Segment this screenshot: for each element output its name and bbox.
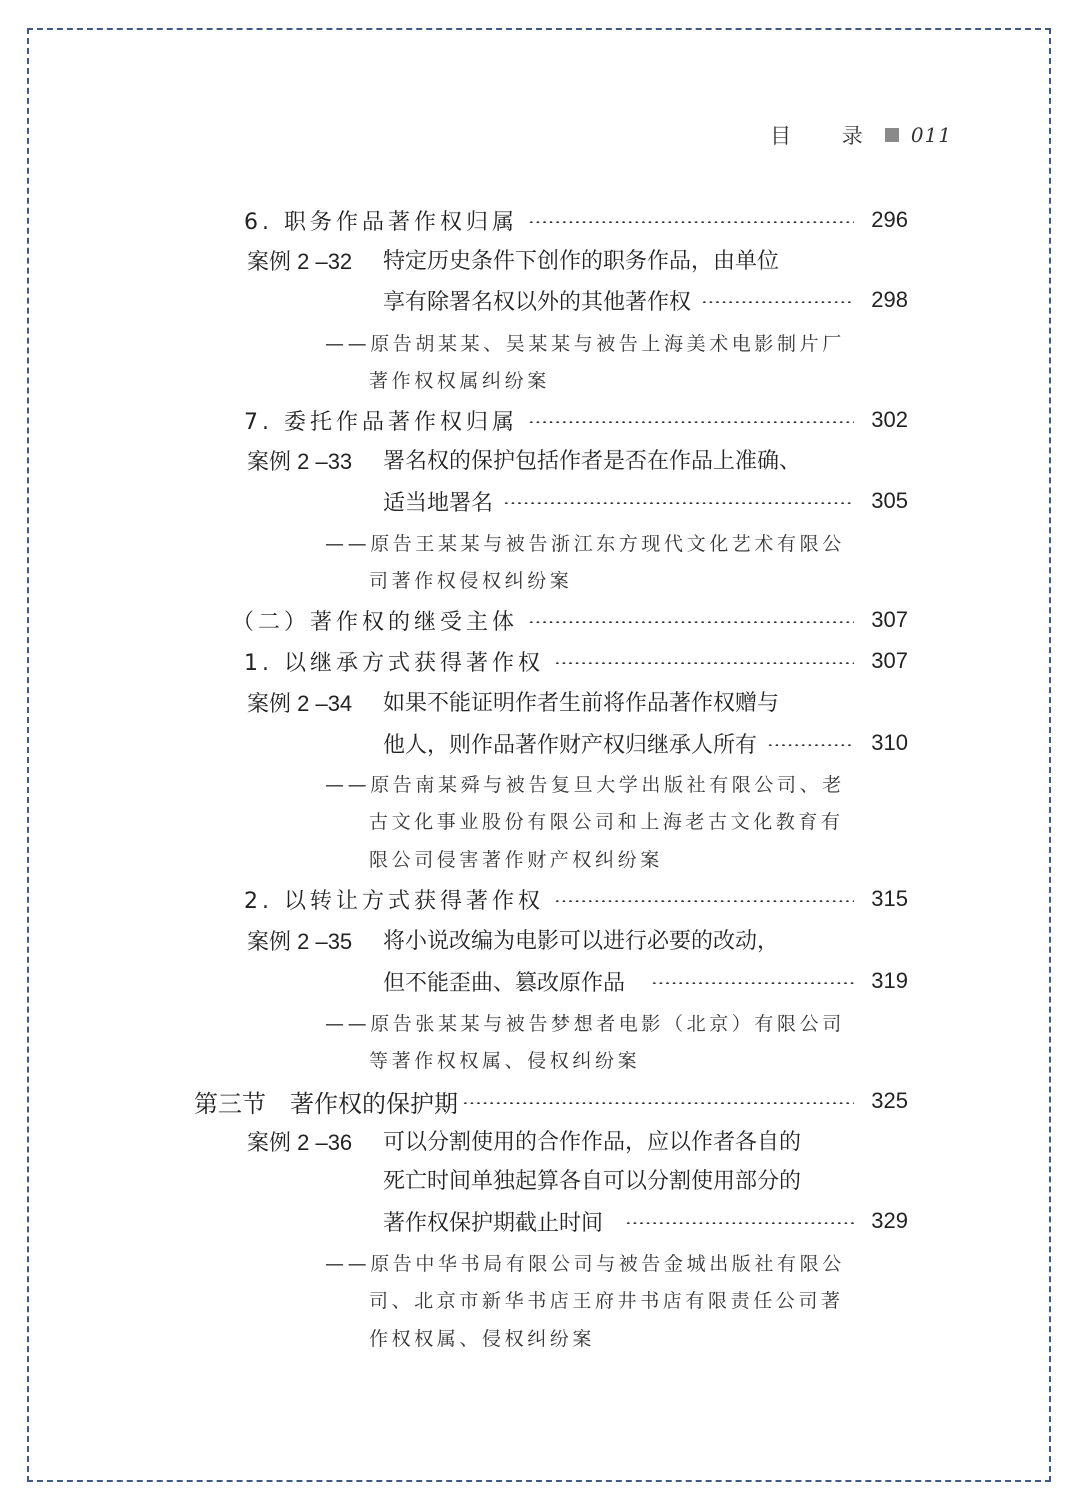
case-title-line[interactable]: 署名权的保护包括作者是否在作品上准确、 [383, 449, 802, 474]
toc-entry-title: （二）著作权的继受主体 [232, 609, 519, 635]
case-parties-line: 古文化事业股份有限公司和上海老古文化教育有 [369, 811, 844, 833]
section-title: 第三节 著作权的保护期 [194, 1089, 458, 1118]
toc-entry-title: 1. 以继承方式获得著作权 [244, 650, 544, 676]
toc-leader [701, 301, 854, 303]
case-parties-line: 等著作权权属、侵权纠纷案 [369, 1050, 641, 1072]
case-title-line: 享有除署名权以外的其他著作权 [383, 289, 692, 315]
case-parties-line: ——原告中华书局有限公司与被告金城出版社有限公 [325, 1253, 845, 1275]
case-label: 案例 2 –36 [247, 1130, 353, 1155]
toc-page-number: 302 [871, 407, 908, 432]
case-title-line: 适当地署名 [383, 490, 494, 516]
case-parties-line: 司、北京市新华书店王府井书店有限责任公司著 [369, 1290, 844, 1312]
case-parties-line: ——原告王某某与被告浙江东方现代文化艺术有限公 [325, 533, 845, 555]
case-parties-line: 司著作权侵权纠纷案 [369, 570, 573, 592]
case-parties-line: 限公司侵害著作财产权纠纷案 [369, 849, 663, 871]
toc-page-number: 329 [871, 1208, 908, 1233]
toc-page-number: 305 [871, 488, 908, 513]
toc-entry[interactable] [244, 400, 908, 440]
toc-leader [625, 1222, 854, 1224]
toc-leader [767, 744, 854, 746]
header-square-icon [885, 128, 899, 142]
header-page-number: 011 [910, 123, 952, 147]
toc-entry[interactable] [244, 879, 908, 919]
case-title-line: 但不能歪曲、篡改原作品 [383, 970, 626, 996]
case-parties-line: ——原告南某舜与被告复旦大学出版社有限公司、老 [325, 774, 845, 796]
toc-leader [528, 621, 854, 623]
toc-entry-title: 7. 委托作品著作权归属 [244, 409, 518, 435]
toc-page-number: 319 [871, 968, 908, 993]
toc-leader [651, 982, 854, 984]
case-title-line[interactable]: 将小说改编为电影可以进行必要的改动， [383, 929, 780, 954]
case-label: 案例 2 –34 [247, 691, 353, 716]
toc-leader [462, 1102, 854, 1104]
toc-entry-title: 2. 以转让方式获得著作权 [244, 888, 544, 914]
case-title-line: 著作权保护期截止时间 [383, 1210, 604, 1236]
case-title-line[interactable]: 死亡时间单独起算各自可以分割使用部分的 [383, 1169, 802, 1194]
toc-page-number: 315 [871, 886, 908, 911]
running-header [770, 118, 952, 152]
case-parties-line: 著作权权属纠纷案 [369, 370, 550, 392]
toc-page-number: 310 [871, 730, 908, 755]
header-label: 目 录 [770, 124, 885, 148]
toc-page-number: 325 [871, 1088, 908, 1113]
toc-page-number: 307 [871, 607, 908, 632]
case-title-line: 他人，则作品著作财产权归继承人所有 [383, 732, 758, 758]
toc-entry[interactable] [244, 200, 908, 240]
case-label: 案例 2 –33 [247, 449, 353, 474]
toc-leader [528, 221, 854, 223]
case-title-line[interactable]: 可以分割使用的合作作品，应以作者各自的 [383, 1130, 802, 1155]
toc-leader [528, 421, 854, 423]
case-label: 案例 2 –32 [247, 249, 353, 274]
toc-leader [554, 662, 854, 664]
toc-entry[interactable] [383, 1201, 908, 1241]
case-label: 案例 2 –35 [247, 929, 353, 954]
toc-entry[interactable] [383, 723, 908, 763]
toc-page-number: 307 [871, 648, 908, 673]
toc-entry[interactable] [232, 600, 908, 640]
toc-entry-title: 6. 职务作品著作权归属 [244, 209, 518, 235]
toc-entry[interactable] [383, 280, 908, 320]
toc-entry[interactable] [244, 641, 908, 681]
toc-page-number: 296 [871, 207, 908, 232]
case-parties-line: ——原告张某某与被告梦想者电影（北京）有限公司 [325, 1013, 845, 1035]
toc-entry[interactable] [383, 961, 908, 1001]
toc-leader [503, 502, 854, 504]
case-title-line[interactable]: 如果不能证明作者生前将作品著作权赠与 [383, 691, 780, 716]
case-parties-line: 作权权属、侵权纠纷案 [369, 1328, 596, 1350]
case-parties-line: ——原告胡某某、吴某某与被告上海美术电影制片厂 [325, 333, 845, 355]
toc-entry[interactable] [383, 481, 908, 521]
toc-page-number: 298 [871, 287, 908, 312]
toc-leader [554, 900, 854, 902]
toc-entry[interactable] [194, 1081, 908, 1121]
case-title-line[interactable]: 特定历史条件下创作的职务作品，由单位 [383, 249, 780, 274]
